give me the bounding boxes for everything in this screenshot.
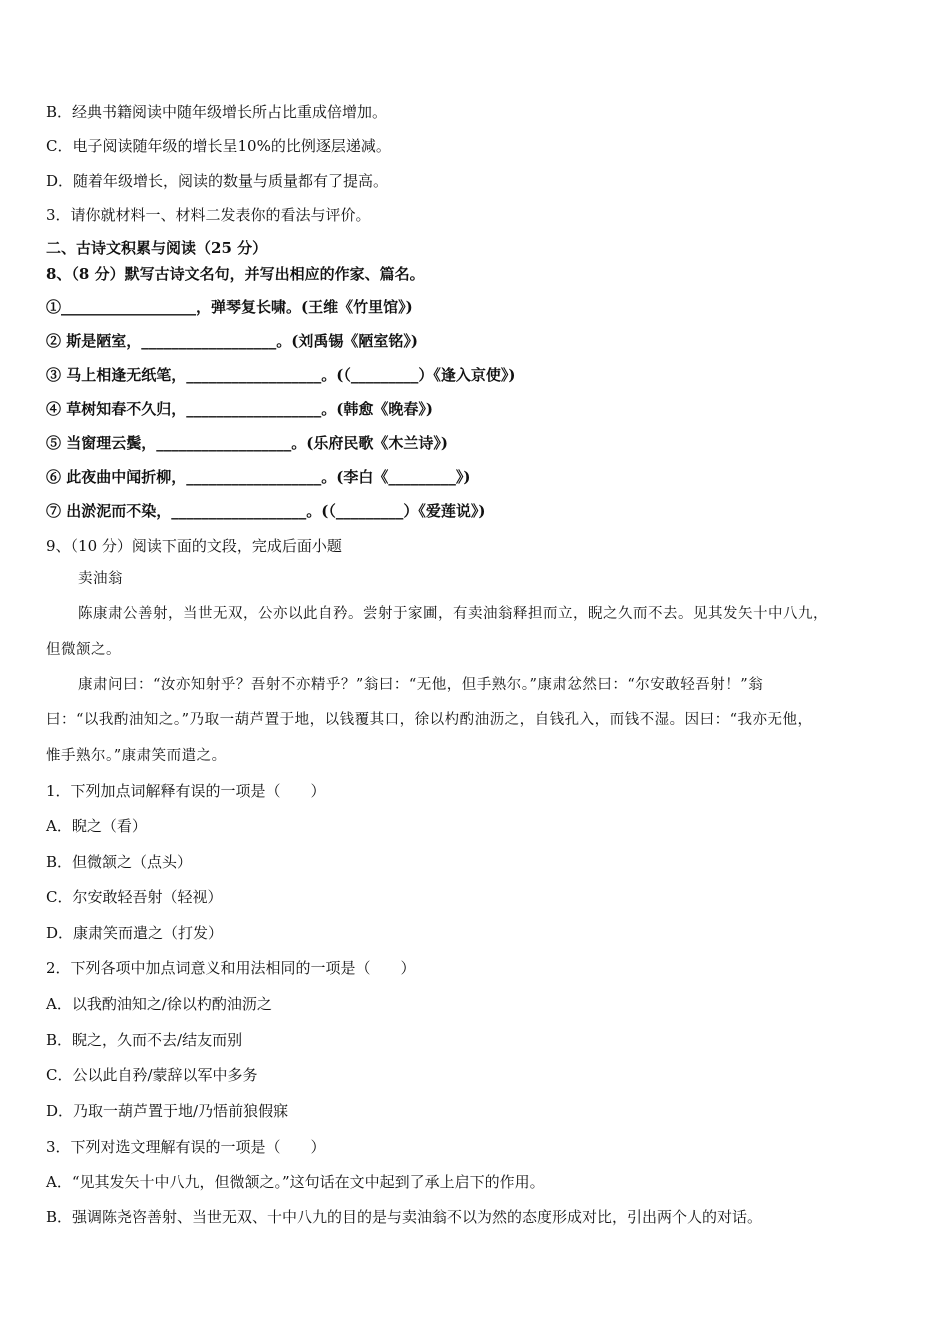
sub1-option-d: D．康肃笑而遣之（打发） (46, 924, 224, 942)
q8-item-7: ⑦ 出淤泥而不染，__________________。(（_________）《爱莲说》) (46, 502, 486, 520)
option-b: B．经典书籍阅读中随年级增长所占比重成倍增加。 (46, 103, 388, 121)
q8-item-2: ② 斯是陋室，__________________。(刘禹锡《陋室铭》) (46, 332, 418, 350)
sub2-option-b: B．睨之，久而不去/结友而别 (46, 1031, 243, 1049)
option-d: D．随着年级增长，阅读的数量与质量都有了提高。 (46, 172, 389, 190)
sub2-stem: 2．下列各项中加点词意义和用法相同的一项是（ ） (46, 959, 416, 977)
q8-item-1: ①__________________，弹琴复长啸。(王维《竹里馆》) (46, 298, 413, 316)
q8-item-3: ③ 马上相逢无纸笔，__________________。(（_________）《逢入京使》) (46, 366, 516, 384)
q8-item-4: ④ 草树知春不久归，__________________。(韩愈《晚春》) (46, 400, 433, 418)
section-2-title: 二、古诗文积累与阅读（25 分） (46, 239, 268, 257)
passage-title: 卖油翁 (78, 571, 123, 587)
sub3-option-a: A．“见其发矢十中八九，但微颔之。”这句话在文中起到了承上启下的作用。 (46, 1173, 545, 1191)
q8-item-6: ⑥ 此夜曲中闻折柳，__________________。(李白《_________》) (46, 468, 471, 486)
q8-item-5: ⑤ 当窗理云鬓，__________________。(乐府民歌《木兰诗》) (46, 434, 448, 452)
question-9-title: 9、（10 分）阅读下面的文段，完成后面小题 (46, 537, 342, 555)
sub3-stem: 3．下列对选文理解有误的一项是（ ） (46, 1138, 326, 1156)
question-3-prompt: 3．请你就材料一、材料二发表你的看法与评价。 (46, 206, 371, 224)
sub2-option-a: A．以我酌油知之/徐以杓酌油沥之 (46, 995, 272, 1013)
sub2-option-c: C．公以此自矜/蒙辞以军中多务 (46, 1066, 258, 1084)
question-8-title: 8、（8 分）默写古诗文名句，并写出相应的作家、篇名。 (46, 265, 425, 283)
passage-line-2: 但微颔之。 (46, 642, 121, 658)
passage-line-4: 曰：“以我酌油知之。”乃取一葫芦置于地，以钱覆其口，徐以杓酌油沥之，自钱孔入，而钱不湿。因曰：“我亦无他， (46, 712, 813, 728)
sub2-option-d: D．乃取一葫芦置于地/乃悟前狼假寐 (46, 1102, 289, 1120)
sub1-option-b: B．但微颔之（点头） (46, 853, 193, 871)
sub1-stem: 1．下列加点词解释有误的一项是（ ） (46, 782, 326, 800)
sub1-option-a: A．睨之（看） (46, 817, 147, 835)
passage-line-1: 陈康肃公善射，当世无双，公亦以此自矜。尝射于家圃，有卖油翁释担而立，睨之久而不去。见其发矢十中八九， (78, 606, 828, 622)
option-c: C．电子阅读随年级的增长呈10%的比例逐层递减。 (46, 137, 391, 155)
sub1-option-c: C．尔安敢轻吾射（轻视） (46, 888, 223, 906)
passage-line-3: 康肃问曰：“汝亦知射乎？吾射不亦精乎？”翁曰：“无他，但手熟尔。”康肃忿然曰：“尔安敢轻吾射！”翁 (78, 677, 764, 693)
sub3-option-b: B．强调陈尧咨善射、当世无双、十中八九的目的是与卖油翁不以为然的态度形成对比，引出两个人的对话。 (46, 1208, 763, 1226)
passage-line-5: 惟手熟尔。”康肃笑而遣之。 (46, 748, 227, 764)
